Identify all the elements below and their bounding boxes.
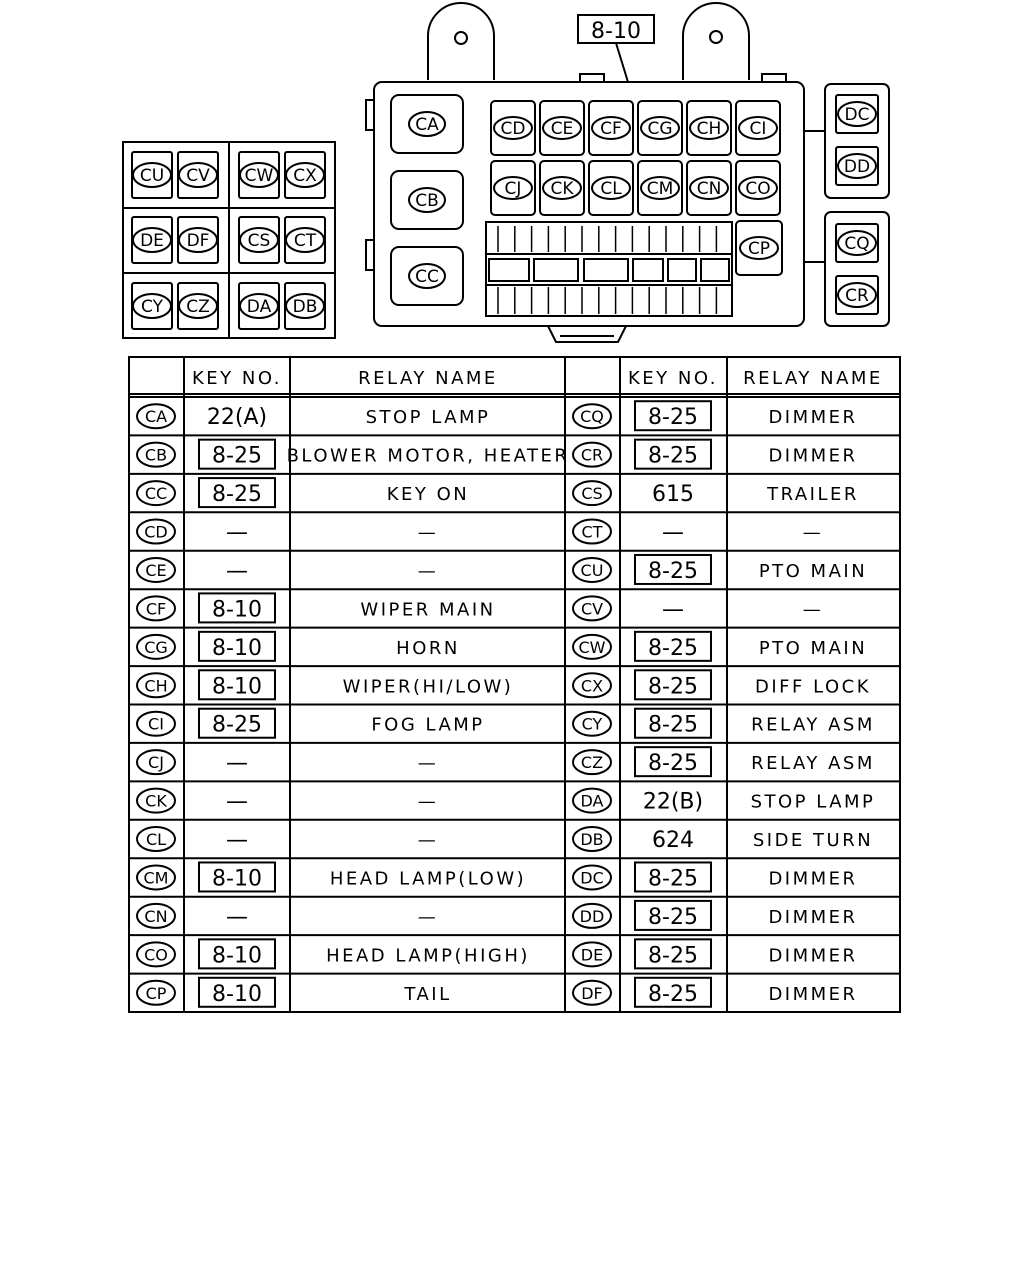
row-code-l: CC [144, 484, 168, 504]
relay-slot-cm [638, 161, 682, 215]
relay-slot-cc [391, 247, 463, 305]
relay-slot-label: CF [600, 119, 622, 139]
row-name-r: DIMMER [768, 445, 858, 467]
relay-slot-dc [836, 95, 878, 133]
row-key-r: 8-25 [648, 981, 698, 1007]
row-name-l: HORN [396, 637, 460, 659]
row-code-l: CL [145, 830, 167, 850]
relay-slot-cb [391, 171, 463, 229]
relay-slot-da [239, 283, 279, 329]
row-name-l: — [417, 830, 439, 852]
row-code-r: CQ [580, 407, 604, 427]
row-code-l: CO [144, 945, 168, 965]
row-name-l: — [417, 791, 439, 813]
row-name-r: RELAY ASM [751, 714, 875, 736]
relay-slot-ch [687, 101, 731, 155]
row-key-l: 8-10 [212, 866, 262, 892]
relay-slot-label: CX [293, 166, 317, 186]
table-row [137, 478, 859, 507]
relay-slot-cw [239, 152, 279, 198]
relay-slot-label: CA [415, 115, 439, 135]
row-name-l: — [417, 522, 439, 544]
row-code-r: CS [581, 484, 603, 504]
row-code-r: DE [580, 945, 604, 965]
table-row [137, 978, 858, 1007]
relay-slot-cl [589, 161, 633, 215]
row-code-l: CF [145, 599, 167, 619]
relay-slot-label: CD [500, 119, 526, 139]
relay-slot-cq [836, 224, 878, 262]
row-code-r: CZ [580, 753, 604, 773]
row-key-l: 8-10 [212, 981, 262, 1007]
row-key-r: 8-25 [648, 405, 698, 431]
row-key-l: 8-10 [212, 943, 262, 969]
table-row [137, 827, 873, 853]
row-name-l: — [417, 560, 439, 582]
row-key-l: 8-10 [212, 597, 262, 623]
table-row [137, 670, 871, 699]
row-code-r: CW [578, 637, 606, 657]
relay-slot-cf [589, 101, 633, 155]
row-key-l: 8-25 [212, 482, 262, 508]
row-name-r: DIMMER [768, 906, 858, 928]
relay-slot-label: CI [749, 119, 767, 139]
row-code-l: CA [144, 407, 168, 427]
relay-slot-label: CS [247, 231, 271, 251]
header-key-no-right: KEY NO. [627, 368, 719, 389]
row-name-r: DIMMER [768, 407, 858, 429]
table-row [137, 555, 867, 584]
relay-slot-label: CB [415, 191, 439, 211]
relay-slot-label: CU [139, 166, 165, 186]
row-code-l: CB [144, 445, 168, 465]
relay-slot-cn [687, 161, 731, 215]
relay-slot-label: CW [244, 166, 274, 186]
relay-slot-label: DC [844, 105, 870, 125]
row-code-l: CN [144, 906, 168, 926]
relay-slot-cp [736, 221, 782, 275]
row-name-r: SIDE TURN [752, 830, 874, 852]
relay-slot-cg [638, 101, 682, 155]
row-key-r: 615 [652, 482, 694, 508]
table-row [137, 862, 858, 891]
row-key-r: 8-25 [648, 904, 698, 930]
table-row [137, 632, 867, 661]
row-code-r: DC [580, 868, 604, 888]
row-code-r: CR [580, 445, 604, 465]
relay-slot-label: CC [415, 267, 439, 287]
reference-tag-label: 8-10 [591, 19, 641, 44]
relay-slot-ce [540, 101, 584, 155]
relay-slot-label: CO [745, 179, 771, 199]
relay-slot-label: DF [186, 231, 210, 251]
row-code-l: CJ [148, 753, 164, 773]
row-code-l: CH [144, 676, 168, 696]
relay-slot-label: CE [550, 119, 574, 139]
table-row [137, 939, 858, 968]
row-key-l: 22(A) [206, 405, 268, 431]
relay-slot-label: CL [600, 179, 622, 199]
row-code-r: CT [581, 522, 603, 542]
row-key-r: 8-25 [648, 674, 698, 700]
row-key-l: — [226, 520, 248, 546]
row-code-r: DA [580, 791, 604, 811]
row-key-r: 8-25 [648, 751, 698, 777]
row-key-l: 8-25 [212, 712, 262, 738]
relay-slot-label: CZ [186, 297, 210, 317]
row-key-r: 8-25 [648, 558, 698, 584]
header-key-no-left: KEY NO. [191, 368, 283, 389]
relay-slot-label: CK [550, 179, 574, 199]
row-key-r: — [662, 520, 684, 546]
row-name-l: STOP LAMP [365, 407, 491, 429]
row-code-l: CG [144, 637, 168, 657]
row-code-l: CI [148, 714, 164, 734]
relay-slot-ca [391, 95, 463, 153]
table-row [137, 747, 875, 776]
table-header [192, 368, 883, 389]
relay-slot-co [736, 161, 780, 215]
row-key-r: 624 [652, 828, 694, 854]
row-code-l: CE [145, 560, 167, 580]
row-key-l: 8-25 [212, 443, 262, 469]
row-key-r: 8-25 [648, 866, 698, 892]
row-name-r: — [802, 599, 824, 621]
relay-slot-cu [132, 152, 172, 198]
row-name-l: BLOWER MOTOR, HEATER [286, 445, 570, 467]
row-code-r: CY [581, 714, 603, 734]
row-code-r: DF [581, 983, 603, 1003]
row-name-r: DIMMER [768, 945, 858, 967]
table-row-lines [129, 435, 900, 973]
relay-slot-label: DB [292, 297, 318, 317]
row-key-l: 8-10 [212, 674, 262, 700]
row-name-r: RELAY ASM [751, 753, 875, 775]
row-code-r: CU [580, 560, 604, 580]
row-name-r: — [802, 522, 824, 544]
row-key-r: — [662, 597, 684, 623]
table-row [137, 401, 858, 430]
table-row [137, 593, 823, 622]
row-code-l: CK [145, 791, 167, 811]
row-code-l: CP [145, 983, 167, 1003]
relay-slot-cy [132, 283, 172, 329]
row-name-r: STOP LAMP [750, 791, 876, 813]
terminal-slots [498, 226, 716, 314]
row-name-l: HEAD LAMP(HIGH) [326, 945, 530, 967]
row-name-l: WIPER MAIN [360, 599, 496, 621]
row-key-r: 8-25 [648, 443, 698, 469]
row-code-r: DD [579, 906, 605, 926]
relay-slot-cz [178, 283, 218, 329]
row-code-l: CM [143, 868, 169, 888]
row-name-l: FOG LAMP [371, 714, 485, 736]
header-relay-name-left: RELAY NAME [358, 368, 498, 389]
row-key-l: — [226, 789, 248, 815]
relay-slot-cr [836, 276, 878, 314]
relay-slot-ck [540, 161, 584, 215]
relay-slot-cj [491, 161, 535, 215]
row-key-l: — [226, 828, 248, 854]
row-name-l: HEAD LAMP(LOW) [329, 868, 527, 890]
relay-slot-label: CR [845, 286, 869, 306]
row-name-r: PTO MAIN [758, 637, 868, 659]
row-code-r: DB [580, 830, 604, 850]
row-code-r: CV [580, 599, 604, 619]
header-relay-name-right: RELAY NAME [743, 368, 883, 389]
relay-slot-label: CM [646, 179, 674, 199]
relay-slot-ct [285, 217, 325, 263]
row-name-l: WIPER(HI/LOW) [342, 676, 514, 698]
relay-slot-dd [836, 147, 878, 185]
relay-slot-label: CY [141, 297, 163, 317]
table-row [137, 901, 858, 930]
relay-slot-label: CT [293, 231, 317, 251]
relay-slot-label: DD [843, 157, 871, 177]
row-name-r: DIMMER [768, 868, 858, 890]
relay-slot-cx [285, 152, 325, 198]
row-key-l: — [226, 904, 248, 930]
row-code-r: CX [580, 676, 604, 696]
row-name-r: DIMMER [768, 983, 858, 1005]
row-name-l: TAIL [404, 983, 452, 1005]
row-key-l: — [226, 558, 248, 584]
table-row [137, 440, 858, 469]
row-name-r: PTO MAIN [758, 560, 868, 582]
reference-tag [578, 15, 654, 82]
row-key-r: 8-25 [648, 943, 698, 969]
row-name-l: — [417, 753, 439, 775]
row-name-r: TRAILER [767, 484, 859, 506]
relay-slot-label: CV [186, 166, 210, 186]
table-row [137, 789, 875, 815]
relay-slot-label: DA [246, 297, 272, 317]
relay-slot-label: CQ [844, 234, 870, 254]
relay-slot-cv [178, 152, 218, 198]
table-row [137, 709, 875, 738]
relay-slot-db [285, 283, 325, 329]
relay-slot-label: CN [696, 179, 722, 199]
relay-slot-label: DE [140, 231, 164, 251]
row-key-l: — [226, 751, 248, 777]
row-key-r: 8-25 [648, 712, 698, 738]
row-key-l: 8-10 [212, 635, 262, 661]
relay-slot-cd [491, 101, 535, 155]
relay-slot-cs [239, 217, 279, 263]
relay-slot-de [132, 217, 172, 263]
relay-slot-label: CH [696, 119, 722, 139]
relay-slot-label: CJ [504, 179, 522, 199]
row-key-r: 8-25 [648, 635, 698, 661]
row-name-r: DIFF LOCK [754, 676, 872, 698]
row-code-l: CD [144, 522, 168, 542]
row-name-l: KEY ON [386, 484, 470, 506]
relay-slot-label: CP [747, 239, 771, 259]
relay-slot-label: CG [647, 119, 673, 139]
relay-slot-ci [736, 101, 780, 155]
row-key-r: 22(B) [642, 789, 704, 815]
relay-slots [132, 95, 878, 329]
row-name-l: — [417, 906, 439, 928]
table-row [137, 520, 823, 546]
relay-slot-df [178, 217, 218, 263]
